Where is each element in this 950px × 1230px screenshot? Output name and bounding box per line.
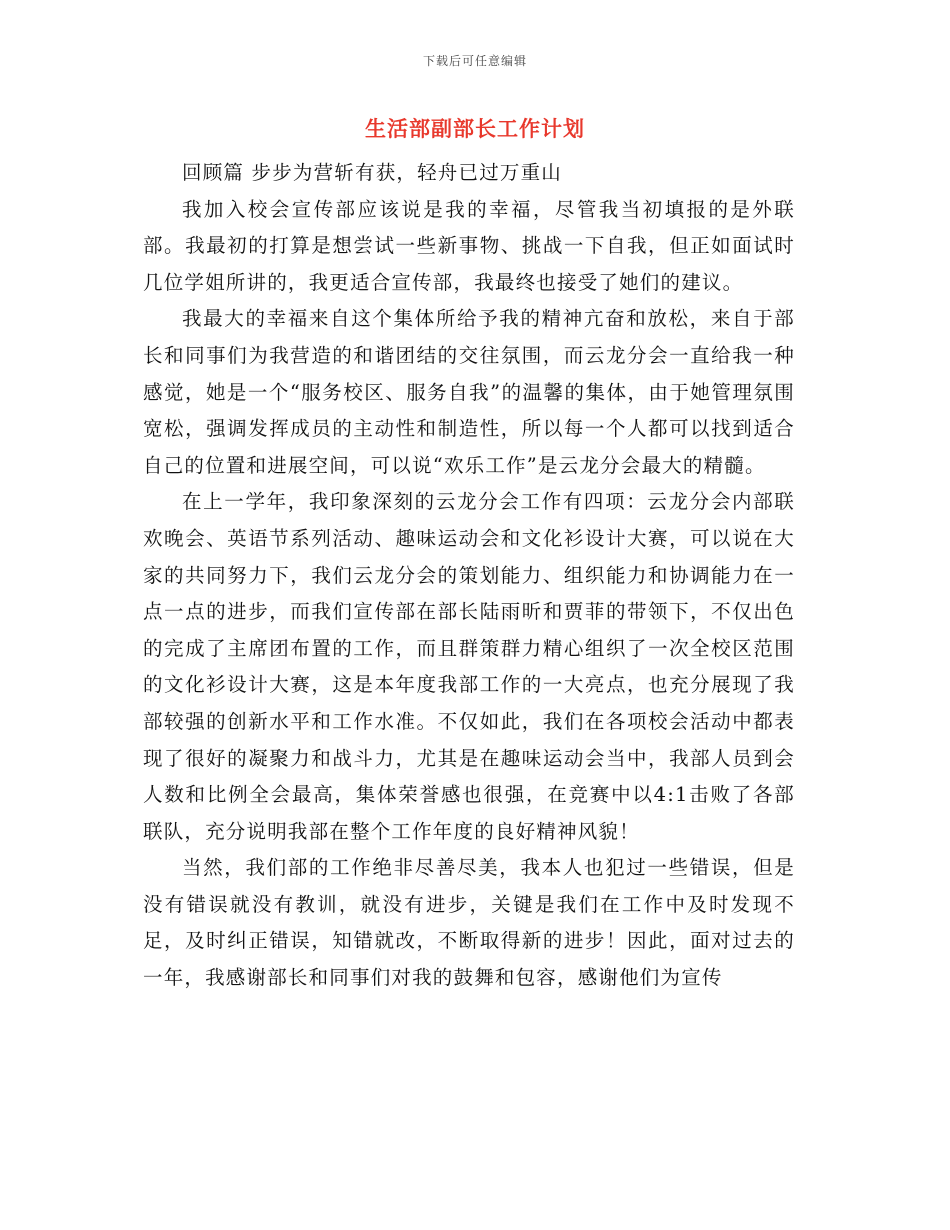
paragraph: 我加入校会宣传部应该说是我的幸福，尽管我当初填报的是外联部。我最初的打算是想尝试一些新事物、挑战一下自我，但正如面试时几位学姐所讲的，我更适合宣传部，我最终也接受了她们的建议。 xyxy=(143,197,795,294)
section-heading: 回顾篇 步步为营斩有获，轻舟已过万重山 xyxy=(182,161,562,184)
paragraph: 我最大的幸福来自这个集体所给予我的精神亢奋和放松，来自于部长和同事们为我营造的和谐团结的交往氛围，而云龙分会一直给我一种感觉，她是一个“服务校区、服务自我”的温馨的集体，由于她管理氛围宽松，强调发挥成员的主动性和制造性，所以每一个人都可以找到适合自己的位置和进展空间，可以说“欢乐工作”是云龙分会最大的精髓。 xyxy=(143,307,795,477)
paragraph: 当然，我们部的工作绝非尽善尽美，我本人也犯过一些错误，但是没有错误就没有教训，就没有进步，关键是我们在工作中及时发现不足，及时纠正错误，知错就改，不断取得新的进步！因此，面对过去的一年，我感谢部长和同事们对我的鼓舞和包容，感谢他们为宣传 xyxy=(143,856,795,990)
paragraph: 在上一学年，我印象深刻的云龙分会工作有四项：云龙分会内部联欢晚会、英语节系列活动、趣味运动会和文化衫设计大赛，可以说在大家的共同努力下，我们云龙分会的策划能力、组织能力和协调能力在一点一点的进步，而我们宣传部在部长陆雨昕和贾菲的带领下，不仅出色的完成了主席团布置的工作，而且群策群力精心组织了一次全校区范围的文化衫设计大赛，这是本年度我部工作的一大亮点，也充分展现了我部较强的创新水平和工作水准。不仅如此，我们在各项校会活动中都表现了很好的凝聚力和战斗力，尤其是在趣味运动会当中，我部人员到会人数和比例全会最高，集体荣誉感也很强，在竞赛中以4:1击败了各部联队，充分说明我部在整个工作年度的良好精神风貌！ xyxy=(143,490,795,843)
header-note: 下载后可任意编辑 xyxy=(422,54,527,68)
document-body xyxy=(143,155,795,997)
document-title: 生活部副部长工作计划 xyxy=(365,116,585,141)
